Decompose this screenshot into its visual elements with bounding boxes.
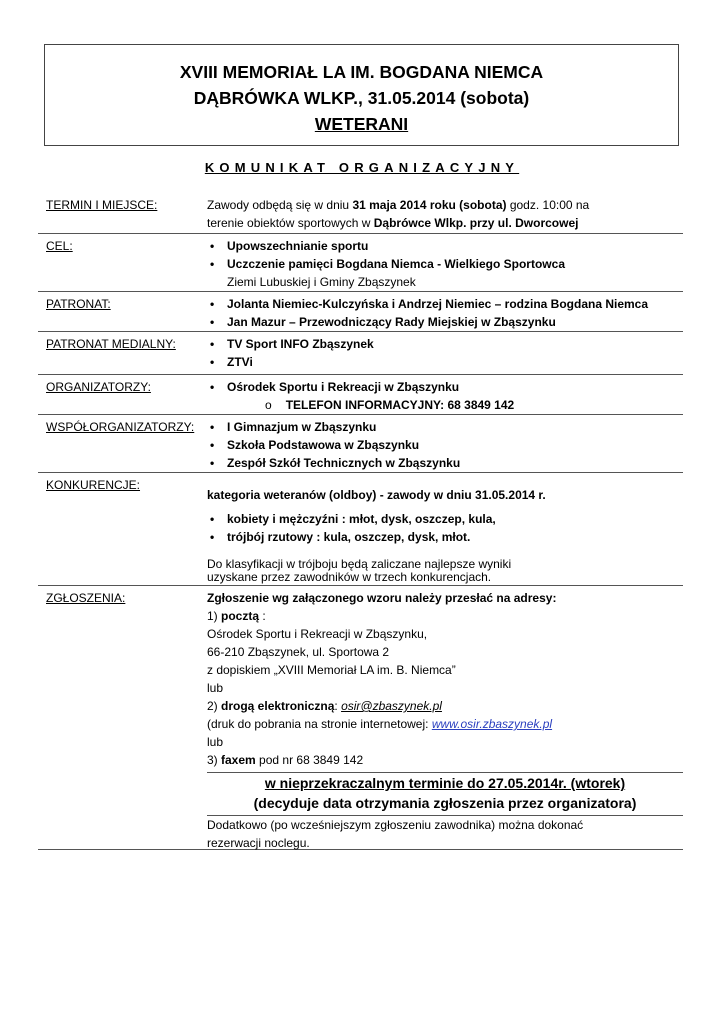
title-line-1: XVIII MEMORIAŁ LA IM. BOGDANA NIEMCA <box>179 62 544 82</box>
patronat-list <box>207 295 683 331</box>
section-patronat-medialny <box>38 332 683 375</box>
title-line-2: DĄBRÓWKA WLKP., 31.05.2014 (sobota) <box>193 88 530 108</box>
note-line-2: uzyskane przez zawodników w trzech konkurencjach. <box>207 570 492 584</box>
termin-place: Dąbrówce Wlkp. przy ul. Dworcowej <box>373 216 579 230</box>
termin-date: 31 maja 2014 roku (sobota) <box>352 198 507 212</box>
option-post: pocztą <box>221 609 260 623</box>
content-wspolorganizatorzy <box>207 415 683 472</box>
label-konkurencje: KONKURENCJE: <box>46 478 141 492</box>
title-box <box>44 44 679 146</box>
list-item: • Zespół Szkół Technicznych w Zbąszynku <box>207 454 683 472</box>
option-number: 2) <box>207 699 222 713</box>
label-organizatorzy: ORGANIZATORZY: <box>46 380 151 394</box>
label-patronat-medialny: PATRONAT MEDIALNY: <box>46 337 176 351</box>
list-item: • TV Sport INFO Zbąszynek <box>207 335 683 353</box>
download-text: (druk do pobrania na stronie internetowej: <box>207 717 432 731</box>
option-fax: faxem <box>221 753 256 767</box>
extra-line-2: rezerwacji noclegu. <box>207 836 310 850</box>
content-termin <box>207 193 683 232</box>
info-phone <box>207 396 683 414</box>
sections <box>38 193 683 850</box>
email-link[interactable]: osir@zbaszynek.pl <box>341 699 442 713</box>
wspolorganizatorzy-list <box>207 418 683 472</box>
address-line-2: 66-210 Zbąszynek, ul. Sportowa 2 <box>207 645 390 659</box>
label-zgloszenia: ZGŁOSZENIA: <box>46 591 126 605</box>
website-link[interactable]: www.osir.zbaszynek.pl <box>431 717 553 731</box>
option-number: 3) <box>207 753 222 767</box>
note-line-1: Do klasyfikacji w trójboju będą zaliczane najlepsze wyniki <box>207 557 512 571</box>
content-organizatorzy <box>207 375 683 414</box>
cel-list <box>207 237 683 273</box>
label-cel: CEL: <box>46 239 73 253</box>
category: kategoria weteranów (oldboy) - zawody w dniu 31.05.2014 r. <box>207 488 546 502</box>
section-organizatorzy <box>38 375 683 415</box>
termin-time: godz. 10:00 na <box>506 198 590 212</box>
label-termin: TERMIN I MIEJSCE: <box>46 198 158 212</box>
info-phone-text: TELEFON INFORMACYJNY: 68 3849 142 <box>285 398 515 412</box>
termin-text: Zawody odbędą się w dniu <box>207 198 353 212</box>
section-cel <box>38 234 683 292</box>
section-konkurencje <box>38 473 683 586</box>
circle-bullet: o <box>265 398 272 412</box>
section-termin <box>38 193 683 234</box>
list-item: • kobiety i mężczyźni : młot, dysk, oszczep, kula, <box>207 510 683 528</box>
subtitle: KOMUNIKAT ORGANIZACYJNY <box>204 160 520 175</box>
list-item: • I Gimnazjum w Zbąszynku <box>207 418 683 436</box>
zgloszenia-intro: Zgłoszenie wg załączonego wzoru należy przesłać na adresy: <box>207 591 557 605</box>
list-item: • Upowszechnianie sportu <box>207 237 683 255</box>
content-cel <box>207 234 683 291</box>
address-line-1: Ośrodek Sportu i Rekreacji w Zbąszynku, <box>207 627 428 641</box>
deadline-line: w nieprzekraczalnym terminie do 27.05.2014r. (wtorek) <box>264 775 626 791</box>
list-item: • ZTVi <box>207 353 683 371</box>
list-item: • Szkoła Podstawowa w Zbąszynku <box>207 436 683 454</box>
list-item: • Ośrodek Sportu i Rekreacji w Zbąszynku <box>207 378 683 396</box>
list-item-continuation: Ziemi Lubuskiej i Gminy Zbąszynek <box>227 275 416 289</box>
address-line-3: z dopiskiem „XVIII Memoriał LA im. B. Niemca” <box>207 663 456 677</box>
patronat-medialny-list <box>207 335 683 371</box>
konkurencje-list <box>207 510 683 546</box>
classification-note <box>207 558 683 584</box>
list-item: • trójbój rzutowy : kula, oszczep, dysk, młot. <box>207 528 683 546</box>
fax-number: pod nr 68 3849 142 <box>255 753 364 767</box>
content-patronat <box>207 292 683 331</box>
content-patronat-medialny <box>207 332 683 371</box>
organizatorzy-list <box>207 378 683 396</box>
or-text: lub <box>207 735 224 749</box>
list-item: • Jolanta Niemiec-Kulczyńska i Andrzej Niemiec – rodzina Bogdana Niemca <box>207 295 683 313</box>
title-line-3: WETERANI <box>314 114 409 134</box>
extra-line-1: Dodatkowo (po wcześniejszym zgłoszeniu zawodnika) można dokonać <box>207 818 584 832</box>
termin-place-text: terenie obiektów sportowych w <box>207 216 374 230</box>
list-item: • Jan Mazur – Przewodniczący Rady Miejskiej w Zbąszynku <box>207 313 683 331</box>
option-email-colon: : <box>334 699 342 713</box>
option-post-colon: : <box>259 609 266 623</box>
section-zgloszenia <box>38 586 683 850</box>
option-number: 1) <box>207 609 222 623</box>
section-wspolorganizatorzy <box>38 415 683 473</box>
option-email: drogą elektroniczną <box>221 699 335 713</box>
list-item: • Uczczenie pamięci Bogdana Niemca - Wielkiego Sportowca <box>207 255 683 273</box>
content-konkurencje <box>207 473 683 584</box>
section-patronat <box>38 292 683 332</box>
label-patronat: PATRONAT: <box>46 297 111 311</box>
label-wspolorganizatorzy: WSPÓŁORGANIZATORZY: <box>46 420 195 434</box>
or-text: lub <box>207 681 224 695</box>
content-zgloszenia <box>207 586 683 852</box>
deadline-note: (decyduje data otrzymania zgłoszenia przez organizatora) <box>253 795 637 811</box>
